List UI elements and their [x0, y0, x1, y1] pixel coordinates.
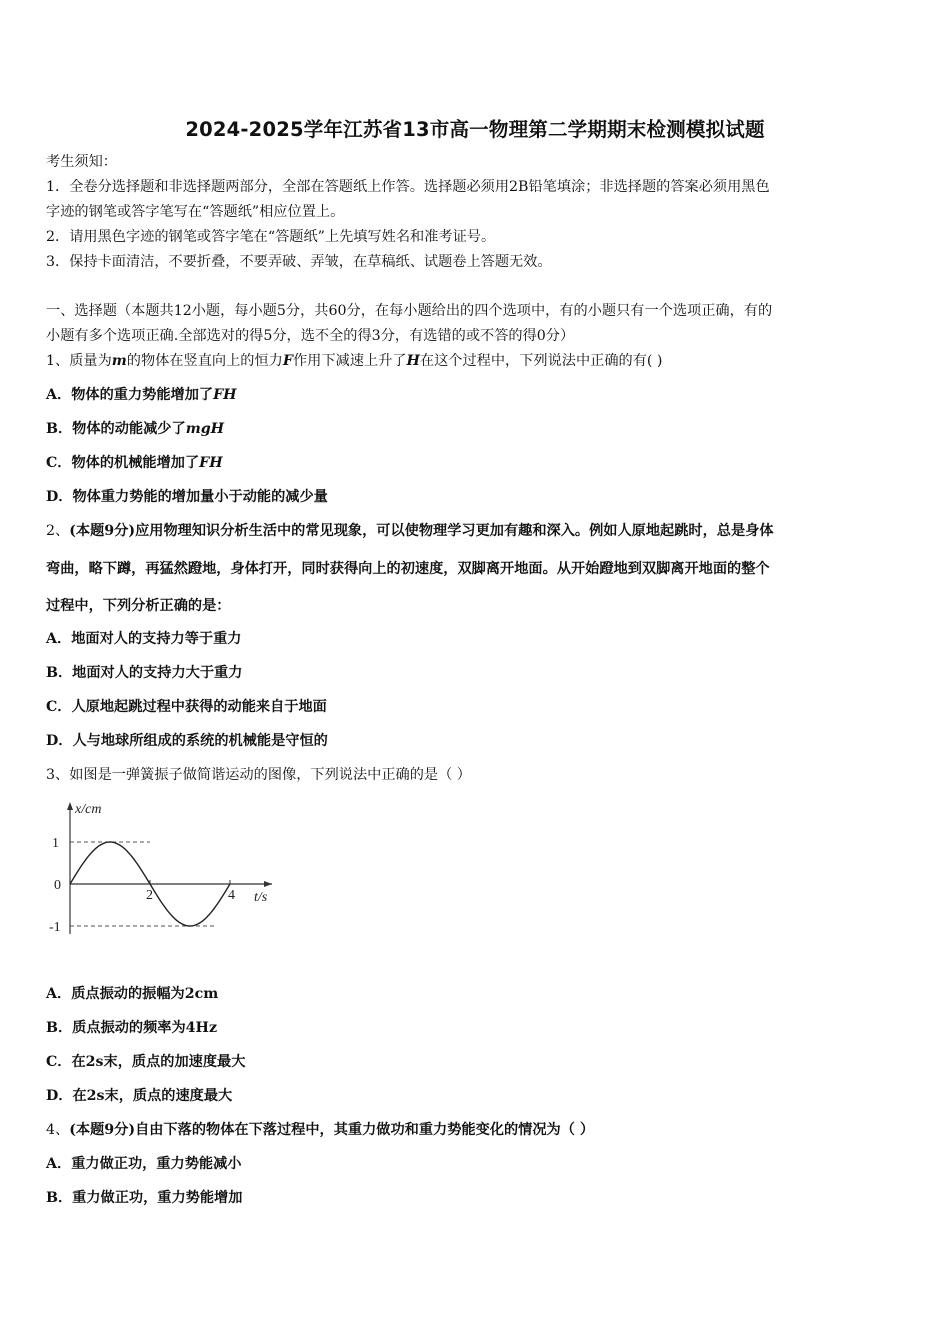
shm-graph [40, 796, 280, 941]
page-title: 2024-2025学年江苏省13市高一物理第二学期期末检测模拟试题 [185, 118, 765, 141]
q2-option-b: B．地面对人的支持力大于重力 [46, 665, 243, 681]
q2-line-1-text: (本题9分)应用物理知识分析生活中的常见现象，可以使物理学习更加有趣和深入。例如人原地起跳时，总是身体 [69, 523, 774, 539]
notice-heading: 考生须知： [46, 154, 117, 170]
question-3-stem: 3、如图是一弹簧振子做简谐运动的图像，下列说法中正确的是（ ） [46, 767, 471, 783]
y-axis-label: x/cm [75, 802, 102, 817]
question-2-line-2: 弯曲，略下蹲，再猛然蹬地，身体打开，同时获得向上的初速度，双脚离开地面。从开始蹬地到双脚离开地面的整个 [46, 561, 770, 577]
x-axis-arrow [264, 881, 272, 887]
q4-option-b: B．重力做正功，重力势能增加 [46, 1190, 243, 1206]
q3-option-d: D．在2s末，质点的速度最大 [46, 1088, 233, 1104]
y-tick-label: -1 [49, 920, 61, 935]
y-axis-arrow [67, 802, 73, 810]
q1-option-d: D．物体重力势能的增加量小于动能的减少量 [46, 489, 328, 505]
q1-option-b-var: mgH [185, 421, 225, 437]
section-header-line-2: 小题有多个选项正确.全部选对的得5分，选不全的得3分，有选错的或不答的得0分） [46, 328, 575, 344]
q1-option-c-var: FH [199, 455, 223, 471]
q1-option-b: B．物体的动能减少了mgH [46, 421, 225, 437]
question-4-stem [46, 1120, 594, 1140]
x-axis-label: t/s [254, 890, 268, 905]
q1-var-h: H [406, 353, 420, 369]
q1-option-a-var: FH [213, 387, 237, 403]
x-tick-label: 4 [228, 888, 235, 903]
q4-stem-text: (本题9分)自由下落的物体在下落过程中，其重力做功和重力势能变化的情况为（ ） [69, 1122, 595, 1138]
q1-stem-part: 1、质量为 [46, 353, 112, 369]
q2-number: 2、 [46, 523, 70, 539]
section-header-line-1: 一、选择题（本题共12小题，每小题5分，共60分，在每小题给出的四个选项中，有的小题只有一个选项正确，有的 [46, 303, 773, 319]
notice-item-1-line-1: 1．全卷分选择题和非选择题两部分，全部在答题纸上作答。选择题必须用2B铅笔填涂；非选择题的答案必须用黑色 [46, 179, 770, 195]
x-tick-label: 2 [146, 888, 153, 903]
q1-var-m: m [111, 353, 127, 369]
q3-option-a: A．质点振动的振幅为2cm [46, 986, 219, 1002]
question-2-line-1 [46, 521, 774, 541]
q1-stem-part: 在这个过程中，下列说法中正确的有( ) [419, 353, 663, 369]
q3-option-c: C．在2s末，质点的加速度最大 [46, 1054, 246, 1070]
q1-option-c: C．物体的机械能增加了FH [46, 455, 223, 471]
q2-option-c: C．人原地起跳过程中获得的动能来自于地面 [46, 699, 327, 715]
notice-item-2: 2．请用黑色字迹的钢笔或答字笔在“答题纸”上先填写姓名和准考证号。 [46, 229, 496, 245]
question-2-line-3: 过程中，下列分析正确的是： [46, 598, 231, 614]
question-1-stem [46, 351, 662, 371]
q4-number: 4、 [46, 1122, 70, 1138]
y-tick-label: 1 [52, 836, 59, 851]
notice-item-1-line-2: 字迹的钢笔或答字笔写在“答题纸”相应位置上。 [46, 204, 345, 220]
notice-item-3: 3．保持卡面清洁，不要折叠，不要弄破、弄皱，在草稿纸、试题卷上答题无效。 [46, 254, 552, 270]
q1-stem-part: 的物体在竖直向上的恒力 [126, 353, 283, 369]
y-tick-label: 0 [54, 878, 61, 893]
q1-stem-part: 作用下减速上升了 [292, 353, 407, 369]
q1-option-a: A．物体的重力势能增加了FH [46, 387, 237, 403]
q3-option-b: B．质点振动的频率为4Hz [46, 1020, 218, 1036]
q2-option-a: A．地面对人的支持力等于重力 [46, 631, 242, 647]
q4-option-a: A．重力做正功，重力势能减小 [46, 1156, 242, 1172]
q2-option-d: D．人与地球所组成的系统的机械能是守恒的 [46, 733, 328, 749]
q1-var-f: F [282, 353, 293, 369]
